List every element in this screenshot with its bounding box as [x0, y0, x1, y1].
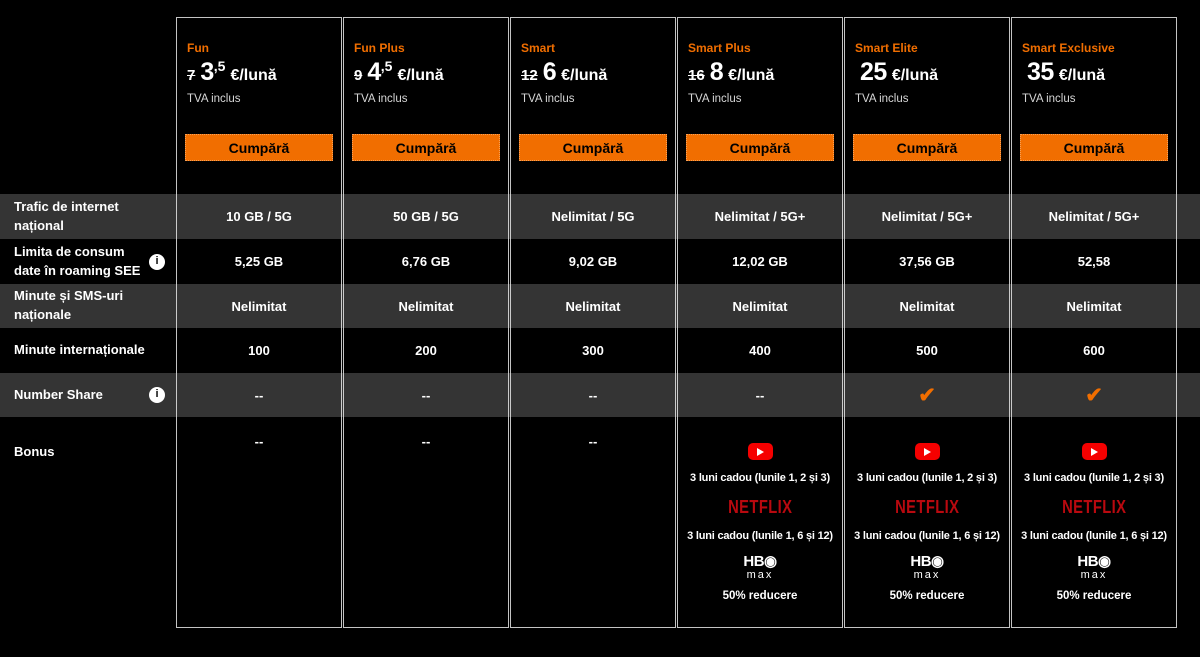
plan-price — [187, 58, 277, 87]
hbo-discount-note: 50% reducere — [889, 590, 965, 602]
cell-minutes-intl: 600 — [1083, 343, 1105, 358]
hbo-max-logo: HB◉ max — [910, 553, 944, 581]
row-label-minutes-intl: Minute internaționale — [14, 342, 145, 358]
netflix-bonus-note: 3 luni cadou (lunile 1, 6 și 12) — [854, 530, 1000, 542]
cell-bonus-media — [677, 417, 843, 628]
buy-button-smart[interactable]: Cumpără — [519, 134, 667, 161]
bonus-dash: -- — [254, 434, 264, 449]
old-price: 12 — [521, 67, 538, 84]
buy-button-fun[interactable]: Cumpără — [185, 134, 333, 161]
price-decimal: ,5 — [213, 58, 226, 74]
play-icon — [1091, 448, 1098, 456]
tva-note: TVA inclus — [187, 93, 241, 105]
price-suffix: €/lună — [891, 67, 939, 84]
cell-bonus — [176, 417, 342, 628]
netflix-bonus-note: 3 luni cadou (lunile 1, 6 și 12) — [1021, 530, 1167, 542]
play-icon — [757, 448, 764, 456]
cell-minutes-sms: Nelimitat — [398, 298, 454, 314]
row-label-roaming-limit: Limita de consum date în roaming SEE i — [0, 239, 176, 284]
buy-button-smart-elite[interactable]: Cumpără — [853, 134, 1001, 161]
price-suffix: €/lună — [230, 67, 277, 84]
cell-minutes-intl: 300 — [582, 343, 604, 358]
plan-price — [1022, 58, 1105, 87]
cell-roaming-limit: 12,02 GB — [732, 254, 788, 269]
buy-button-smart-exclusive[interactable]: Cumpără — [1020, 134, 1168, 161]
cell-traffic: Nelimitat / 5G+ — [881, 209, 973, 224]
cell-roaming-limit: 5,25 GB — [234, 254, 284, 269]
cell-minutes-sms: Nelimitat — [231, 298, 287, 314]
cell-traffic: Nelimitat / 5G — [551, 209, 635, 224]
hbo-discount-note: 50% reducere — [722, 590, 798, 602]
hbo-discount-note: 50% reducere — [1056, 590, 1132, 602]
cell-minutes-intl: 500 — [916, 343, 938, 358]
price-suffix: €/lună — [1058, 67, 1106, 84]
tva-note: TVA inclus — [354, 93, 408, 105]
old-price: 7 — [187, 67, 196, 84]
plan-header-smart-plus — [677, 17, 843, 194]
youtube-icon — [915, 443, 940, 460]
youtube-bonus-note: 3 luni cadou (lunile 1, 2 și 3) — [690, 472, 830, 484]
tva-note: TVA inclus — [688, 93, 742, 105]
bonus-dash: -- — [421, 434, 431, 449]
cell-bonus — [343, 417, 509, 628]
cell-number-share: -- — [254, 387, 264, 403]
bonus-dash: -- — [588, 434, 598, 449]
plan-price — [354, 58, 444, 87]
tva-note: TVA inclus — [1022, 93, 1076, 105]
cell-minutes-sms: Nelimitat — [732, 298, 788, 314]
netflix-logo: NETFLIX — [727, 497, 793, 517]
info-icon[interactable]: i — [149, 387, 165, 403]
cell-minutes-sms: Nelimitat — [899, 298, 955, 314]
buy-button-fun-plus[interactable]: Cumpără — [352, 134, 500, 161]
old-price: 16 — [688, 67, 705, 84]
current-price: 8 — [709, 58, 724, 86]
youtube-icon — [1082, 443, 1107, 460]
hbo-max-logo: HB◉ max — [743, 553, 777, 581]
plan-header-smart-elite — [844, 17, 1010, 194]
netflix-logo: NETFLIX — [1061, 497, 1127, 517]
buy-button-smart-plus[interactable]: Cumpără — [686, 134, 834, 161]
cell-traffic: Nelimitat / 5G+ — [1048, 209, 1140, 224]
check-icon: ✔ — [918, 383, 936, 407]
cell-roaming-limit: 52,58 — [1077, 254, 1111, 269]
plan-name: Smart — [521, 41, 556, 55]
cell-minutes-sms: Nelimitat — [1066, 298, 1122, 314]
price-decimal: ,5 — [380, 58, 393, 74]
cell-bonus-media — [1011, 417, 1177, 628]
plan-price — [521, 58, 607, 87]
cell-minutes-sms: Nelimitat — [565, 298, 621, 314]
row-label-minutes-sms: Minute și SMS-uri naționale — [14, 288, 124, 322]
plan-header-fun-plus — [343, 17, 509, 194]
cell-minutes-intl: 200 — [415, 343, 437, 358]
cell-minutes-intl: 100 — [248, 343, 270, 358]
price-suffix: €/lună — [728, 67, 775, 84]
cell-number-share: -- — [755, 387, 765, 403]
current-price: 25 — [860, 58, 887, 86]
cell-minutes-intl: 400 — [749, 343, 771, 358]
current-price: 6 — [542, 58, 557, 86]
current-price: 4 — [367, 58, 381, 86]
cell-bonus — [510, 417, 676, 628]
current-price: 3 — [200, 58, 214, 86]
hbo-max-logo: HB◉ max — [1077, 553, 1111, 581]
cell-roaming-limit: 6,76 GB — [401, 254, 451, 269]
plan-header-fun — [176, 17, 342, 194]
plan-name: Smart Elite — [855, 41, 918, 55]
plan-name: Smart Exclusive — [1022, 41, 1115, 55]
price-suffix: €/lună — [561, 67, 608, 84]
cell-traffic: 50 GB / 5G — [393, 209, 459, 224]
tva-note: TVA inclus — [855, 93, 909, 105]
info-icon[interactable]: i — [149, 254, 165, 270]
row-label-number-share: Number Share i — [0, 373, 176, 417]
row-label-bonus: Bonus — [14, 444, 55, 459]
youtube-bonus-note: 3 luni cadou (lunile 1, 2 și 3) — [1024, 472, 1164, 484]
cell-roaming-limit: 9,02 GB — [568, 254, 618, 269]
plan-header-smart-exclusive — [1011, 17, 1177, 194]
cell-traffic: 10 GB / 5G — [226, 209, 292, 224]
price-suffix: €/lună — [397, 67, 444, 84]
old-price: 9 — [354, 67, 363, 84]
plan-price — [688, 58, 774, 87]
youtube-icon — [748, 443, 773, 460]
row-label-traffic: Trafic de internet național — [14, 198, 119, 233]
plan-name: Fun — [187, 41, 209, 55]
tva-note: TVA inclus — [521, 93, 575, 105]
check-icon: ✔ — [1085, 383, 1103, 407]
plan-header-smart — [510, 17, 676, 194]
plan-name: Smart Plus — [688, 41, 751, 55]
cell-bonus-media — [844, 417, 1010, 628]
youtube-bonus-note: 3 luni cadou (lunile 1, 2 și 3) — [857, 472, 997, 484]
plan-name: Fun Plus — [354, 41, 405, 55]
cell-roaming-limit: 37,56 GB — [899, 254, 955, 269]
netflix-logo: NETFLIX — [894, 497, 960, 517]
cell-number-share: -- — [421, 387, 431, 403]
plan-price — [855, 58, 938, 87]
current-price: 35 — [1027, 58, 1054, 86]
play-icon — [924, 448, 931, 456]
netflix-bonus-note: 3 luni cadou (lunile 1, 6 și 12) — [687, 530, 833, 542]
cell-traffic: Nelimitat / 5G+ — [714, 209, 806, 224]
cell-number-share: -- — [588, 387, 598, 403]
